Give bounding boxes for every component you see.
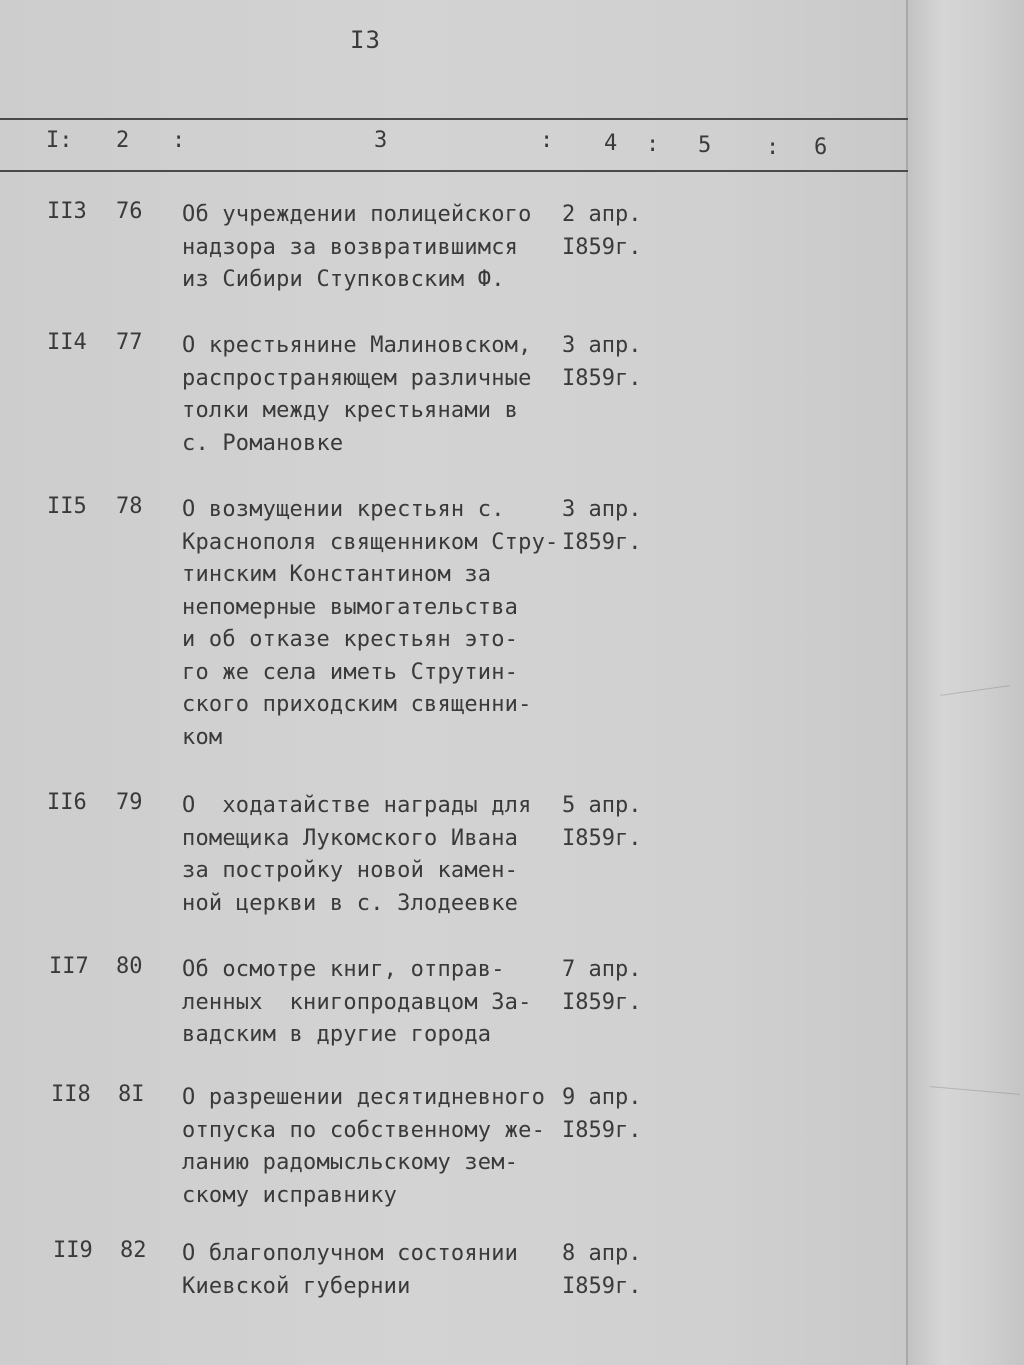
row-title: О благополучном состоянии Киевской губернии	[182, 1241, 519, 1299]
row-sequence-number: II7	[49, 954, 89, 979]
row-sequence-number: II4	[47, 330, 87, 355]
row-date: 3 апр. I859г.	[562, 497, 642, 555]
underlying-sheet-edge	[906, 0, 1024, 1365]
header-col-6: 6	[814, 135, 828, 160]
header-col-3: 3	[374, 128, 388, 153]
header-col-2: 2	[116, 128, 130, 153]
row-file-number: 82	[120, 1238, 147, 1263]
row-title: Об осмотре книг, отправ- ленных книгопродавцом За- вадским в другие города	[182, 957, 532, 1047]
row-date: 8 апр. I859г.	[562, 1241, 642, 1299]
header-col-4: 4	[604, 131, 618, 156]
header-separator: :	[172, 128, 186, 153]
row-title: О разрешении десятидневного отпуска по собственному же- ланию радомысльскому зем- скому исправнику	[182, 1085, 546, 1208]
table-header-bottom-rule	[0, 170, 908, 172]
row-title: О возмущении крестьян с. Краснополя священником Стру- тинским Константином за непомерные вымогательства и об отказе крестьян это- го же села иметь Струтин- ского приходским священни- ком	[182, 497, 559, 750]
header-separator: :	[646, 132, 660, 157]
row-date: 5 апр. I859г.	[562, 793, 642, 851]
row-file-number: 78	[116, 494, 143, 519]
header-separator: :	[766, 135, 780, 160]
row-date: 3 апр. I859г.	[562, 333, 642, 391]
row-file-number: 8I	[118, 1082, 145, 1107]
header-col-1: I:	[46, 128, 73, 153]
header-col-5: 5	[698, 133, 712, 158]
row-title: Об учреждении полицейского надзора за возвратившимся из Сибири Ступковским Ф.	[182, 202, 532, 292]
row-file-number: 76	[116, 199, 143, 224]
row-sequence-number: II9	[53, 1238, 93, 1263]
row-date: 7 апр. I859г.	[562, 957, 642, 1015]
row-date: 9 апр. I859г.	[562, 1085, 642, 1143]
row-sequence-number: II6	[47, 790, 87, 815]
table-header-top-rule	[0, 118, 908, 120]
header-separator: :	[540, 128, 554, 153]
row-sequence-number: II5	[47, 494, 87, 519]
row-file-number: 80	[116, 954, 143, 979]
row-title: О крестьянине Малиновском, распространяющем различные толки между крестьянами в с. Романовке	[182, 333, 532, 456]
row-date: 2 апр. I859г.	[562, 202, 642, 260]
row-sequence-number: II8	[51, 1082, 91, 1107]
page-number: I3	[350, 26, 381, 54]
row-file-number: 79	[116, 790, 143, 815]
row-title: О ходатайстве награды для помещика Лукомского Ивана за постройку новой камен- ной церкви в с. Злодеевке	[182, 793, 532, 916]
row-sequence-number: II3	[47, 199, 87, 224]
row-file-number: 77	[116, 330, 143, 355]
